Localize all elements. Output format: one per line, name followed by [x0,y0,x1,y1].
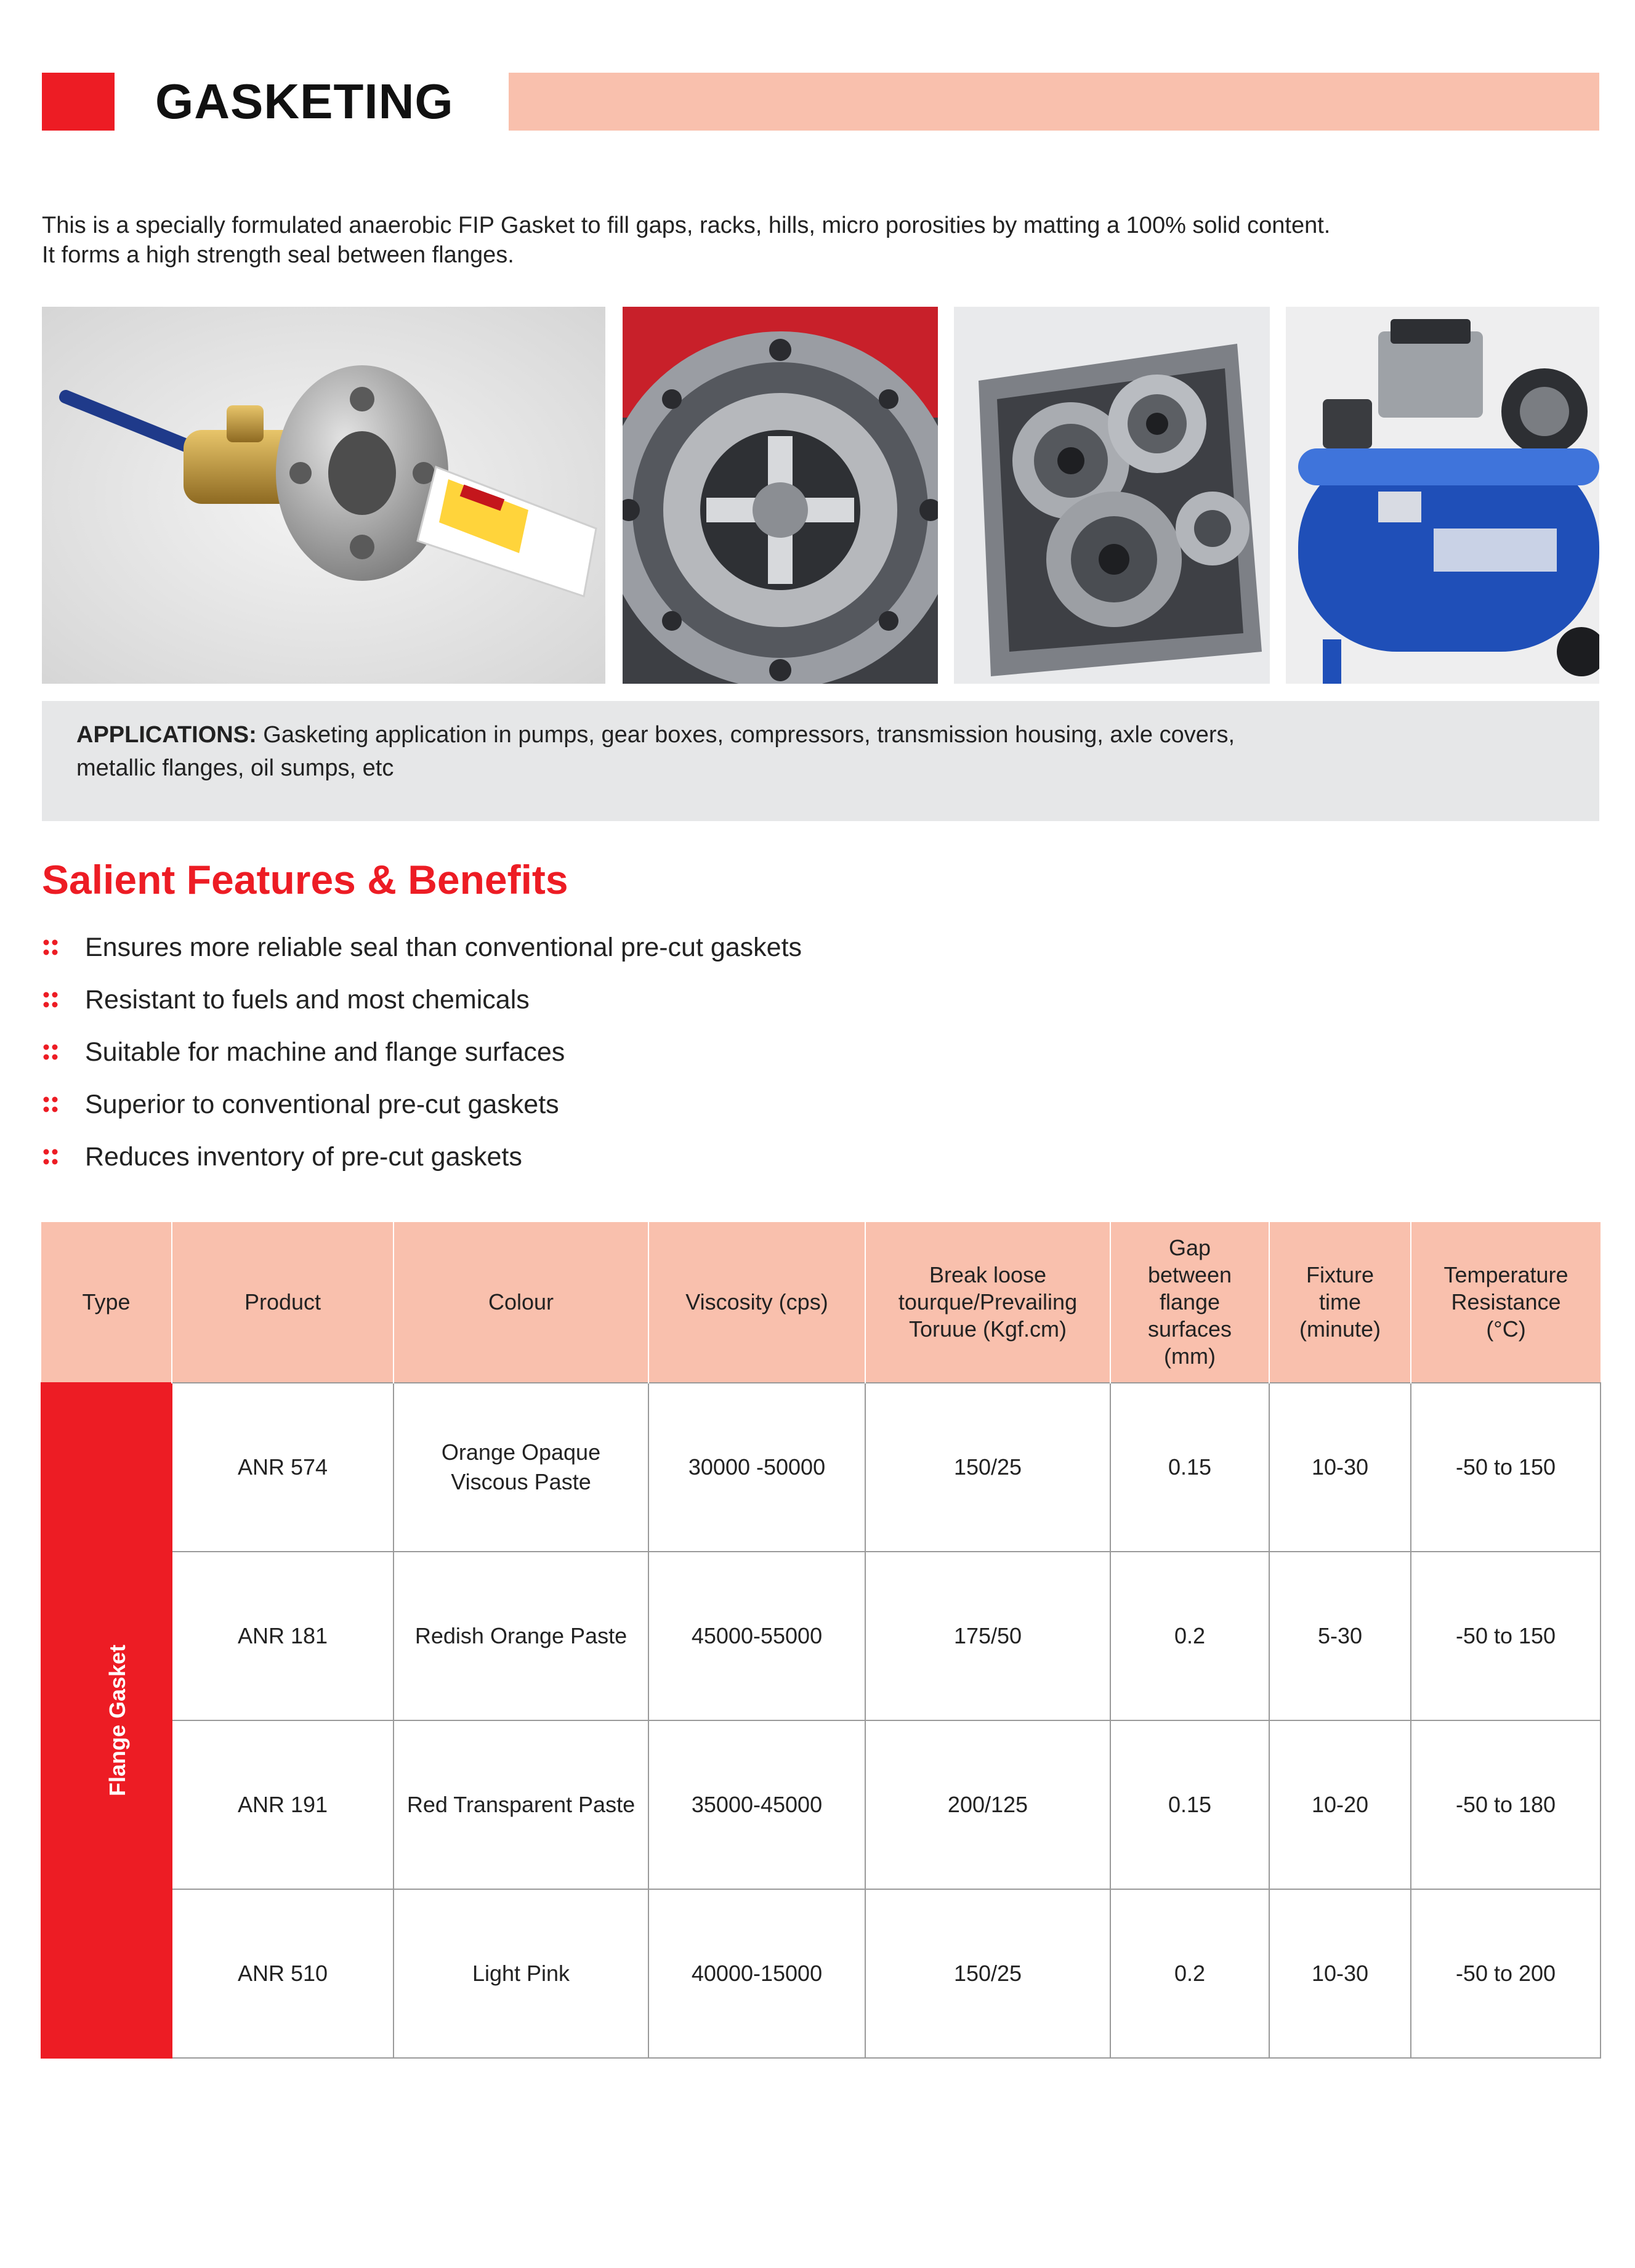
valve-flange-gasket-tube-photo [42,307,605,684]
cell-fixture: 5-30 [1269,1552,1411,1720]
cell-fixture: 10-30 [1269,1383,1411,1552]
header-colour: Colour [394,1222,648,1383]
applications-text: Gasketing application in pumps, gear boxes, compressors, transmission housing, axle covers, [256,722,1235,748]
cell-temperature: -50 to 150 [1411,1552,1601,1720]
table-header-row [41,1222,1601,1383]
cell-torque: 200/125 [865,1720,1110,1889]
feature-item [42,1029,802,1081]
cell-torque: 150/25 [865,1889,1110,2058]
cell-colour: Light Pink [394,1889,648,2058]
applications-panel [42,701,1599,821]
features-list [42,924,802,1186]
cell-viscosity: 30000 -50000 [648,1383,865,1552]
cell-viscosity: 40000-15000 [648,1889,865,2058]
cell-temperature: -50 to 150 [1411,1383,1601,1552]
type-label: Flange Gasket [105,1644,131,1797]
intro-text [42,211,1581,270]
header-type: Type [41,1222,172,1383]
cell-torque: 175/50 [865,1552,1110,1720]
type-cell [41,1383,172,2058]
cell-gap: 0.2 [1110,1889,1269,2058]
gearbox-gears-photo [954,307,1270,684]
header-product: Product [172,1222,394,1383]
features-heading: Salient Features & Benefits [42,857,568,902]
cell-fixture: 10-30 [1269,1889,1411,2058]
title-accent-block [42,73,115,131]
intro-line-2: It forms a high strength seal between flanges. [42,242,514,268]
cell-temperature: -50 to 180 [1411,1720,1601,1889]
feature-item [42,1133,802,1186]
title-accent-bar [509,73,1599,131]
table-row [41,1552,1601,1720]
header-gap: Gap between flange surfaces (mm) [1110,1222,1269,1383]
cell-torque: 150/25 [865,1383,1110,1552]
feature-item [42,976,802,1029]
table-row [41,1720,1601,1889]
cell-colour: Red Transparent Paste [394,1720,648,1889]
table-row [41,1889,1601,2058]
feature-text: Reduces inventory of pre-cut gaskets [85,1142,522,1172]
cell-viscosity: 45000-55000 [648,1552,865,1720]
cell-product: ANR 574 [172,1383,394,1552]
feature-item [42,1081,802,1133]
double-dot-bullet-icon [42,1081,67,1128]
differential-flange-photo [623,307,938,684]
cell-viscosity: 35000-45000 [648,1720,865,1889]
feature-text: Ensures more reliable seal than conventional pre-cut gaskets [85,933,802,962]
header-fixture: Fixture time (minute) [1269,1222,1411,1383]
cell-temperature: -50 to 200 [1411,1889,1601,2058]
cell-product: ANR 181 [172,1552,394,1720]
double-dot-bullet-icon [42,1133,67,1180]
header-temperature: Temperature Resistance (°C) [1411,1222,1601,1383]
feature-text: Resistant to fuels and most chemicals [85,985,530,1015]
page-title: GASKETING [155,74,454,129]
air-compressor-photo [1286,307,1599,684]
cell-product: ANR 191 [172,1720,394,1889]
header-torque: Break loose tourque/Prevailing Toruue (Kgf.cm) [865,1222,1110,1383]
double-dot-bullet-icon [42,1029,67,1075]
feature-text: Suitable for machine and flange surfaces [85,1037,565,1067]
cell-colour: Redish Orange Paste [394,1552,648,1720]
applications-label: APPLICATIONS: [76,722,257,748]
cell-product: ANR 510 [172,1889,394,2058]
cell-gap: 0.15 [1110,1720,1269,1889]
intro-line-1: This is a specially formulated anaerobic FIP Gasket to fill gaps, racks, hills, micro porosities by matting a 100% solid content. [42,213,1331,238]
cell-colour: Orange Opaque Viscous Paste [394,1383,648,1552]
double-dot-bullet-icon [42,976,67,1023]
feature-text: Superior to conventional pre-cut gaskets [85,1090,559,1119]
double-dot-bullet-icon [42,924,67,971]
applications-line-1 [76,718,1565,751]
table-row [41,1383,1601,1552]
cell-gap: 0.2 [1110,1552,1269,1720]
cell-gap: 0.15 [1110,1383,1269,1552]
cell-fixture: 10-20 [1269,1720,1411,1889]
applications-line-2: metallic flanges, oil sumps, etc [76,755,394,781]
feature-item [42,924,802,976]
specification-table [41,1222,1601,2059]
header-viscosity: Viscosity (cps) [648,1222,865,1383]
